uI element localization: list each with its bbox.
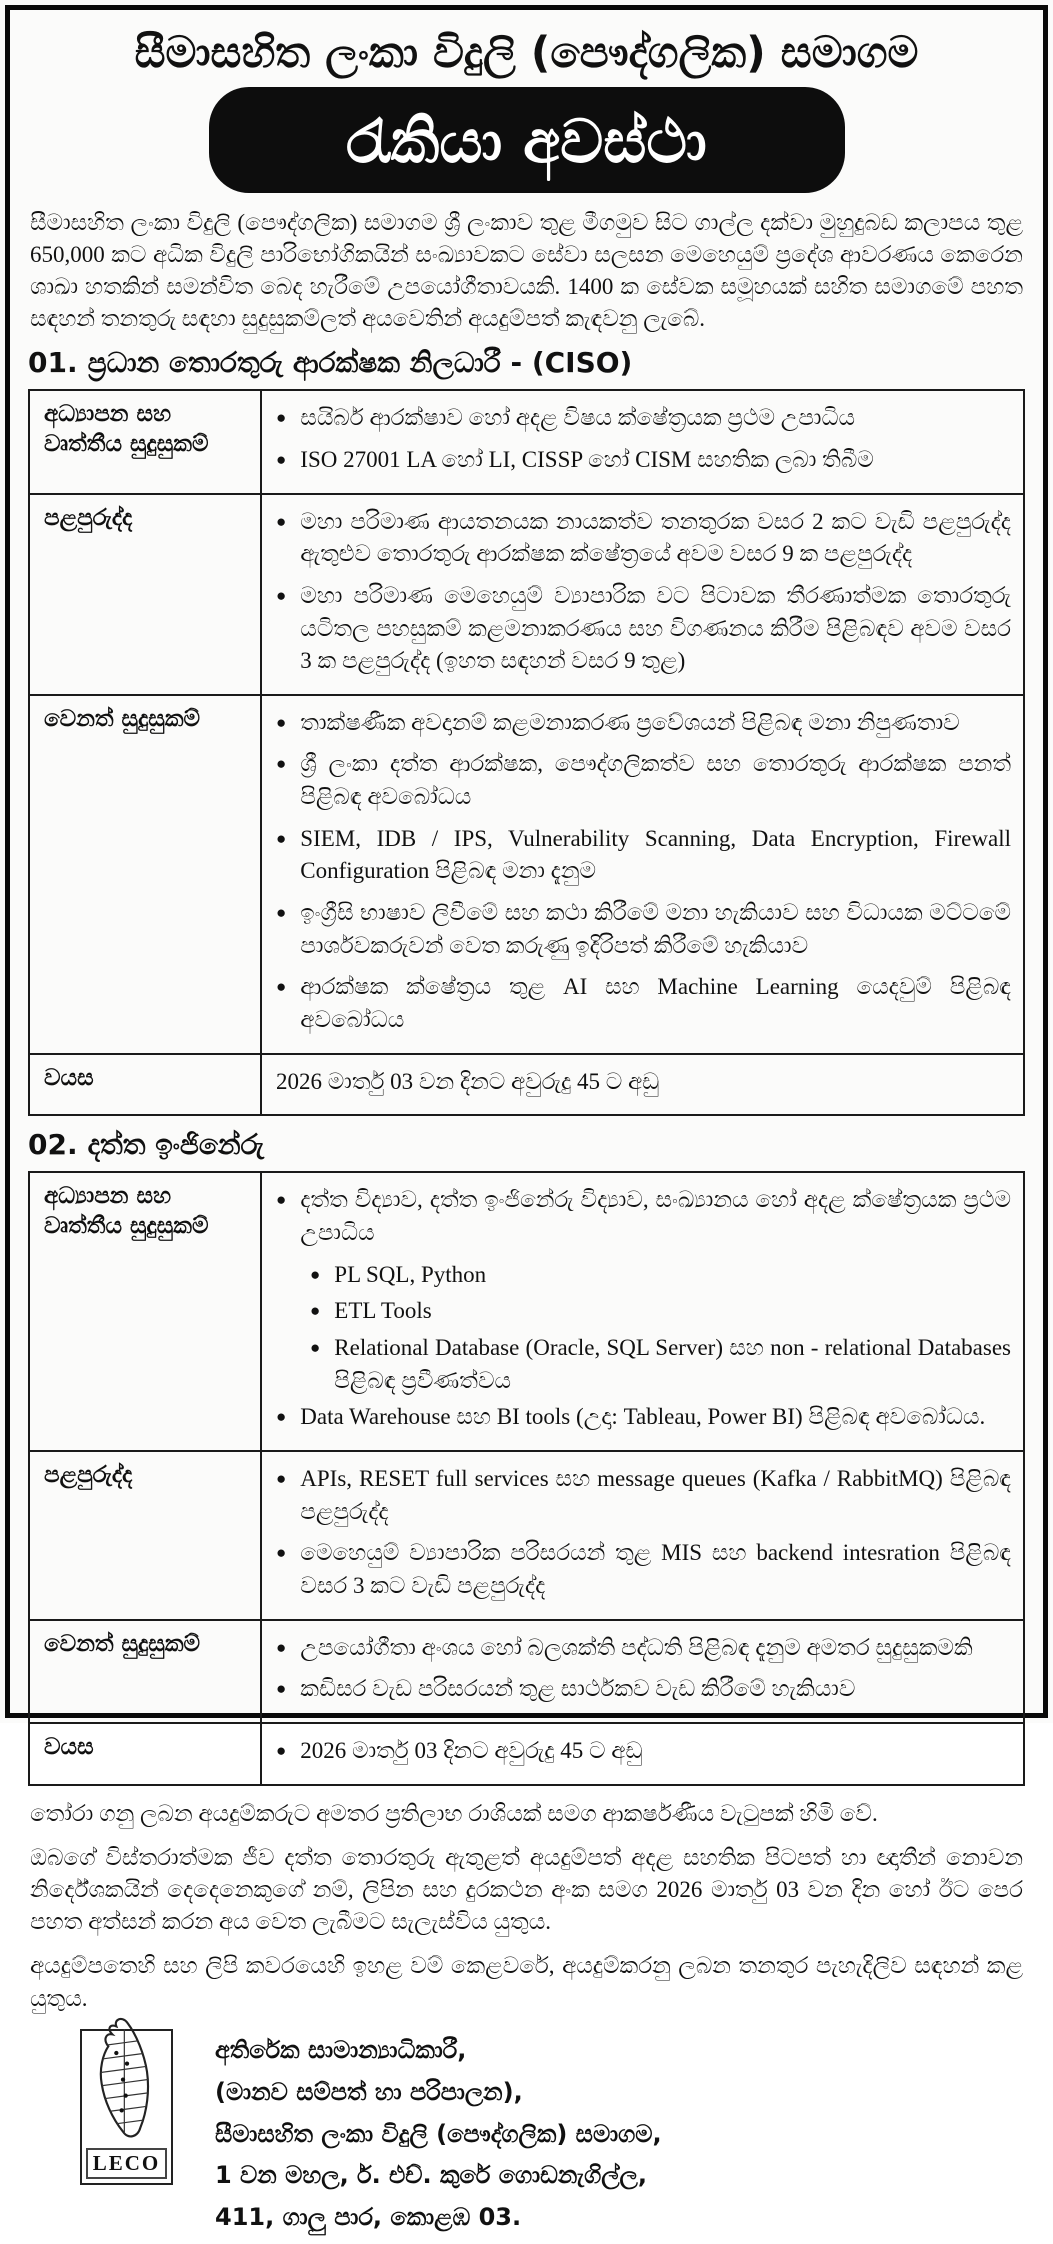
row-label: වයස xyxy=(29,1054,261,1116)
address-line: 1 වන මහල, ර්. එච්. කුරේ ගොඩනැගිල්ල, xyxy=(215,2161,647,2190)
bullet-item xyxy=(276,1735,1011,1768)
table-row xyxy=(29,1451,1024,1620)
job-section xyxy=(28,1128,1025,1785)
row-content xyxy=(261,1451,1024,1620)
bullet-icon: ● xyxy=(276,1468,287,1488)
bullet-icon: ● xyxy=(276,1190,287,1210)
sub-bullet-text: ETL Tools xyxy=(334,1298,432,1324)
sub-bullet-item xyxy=(310,1259,1011,1292)
bullet-icon: ● xyxy=(276,408,287,428)
address-line: අතිරේක සාමාන්‍යාධිකාරී, xyxy=(215,2035,467,2064)
bullet-text: APIs, RESET full services සහ message queues (Kafka / RabbitMQ) පිළිබඳ පළපුරුද්ද xyxy=(300,1465,1011,1524)
table-row xyxy=(29,1172,1024,1451)
address-line: සීමාසහිත ලංකා විදුලි (පෞද්ගලික) සමාගම, xyxy=(215,2119,662,2148)
bullet-item xyxy=(276,402,1011,435)
bullet-icon: ● xyxy=(276,1637,287,1657)
table-row xyxy=(29,1620,1024,1723)
bullet-text: මහා පරිමාණ ආයතනයක නායකත්ව තනතුරක වසර 2 කට වැඩි පළපුරුද්ද ඇතුළුව තොරතුරු ආරක්ෂක ක්ෂේත්‍රයේ අවම වසර 9 ක පළපුරුද්ද xyxy=(300,508,1011,567)
row-content xyxy=(261,390,1024,493)
job-number: 01. xyxy=(28,346,78,380)
sub-bullet-item xyxy=(310,1332,1011,1397)
bullet-item xyxy=(276,1184,1011,1249)
bullet-icon: ● xyxy=(276,903,287,923)
envelope-note: අයදුම්පතෙහි සහ ලිපි කවරයෙහි ඉහළ වම් කෙළවරේ, අයදුම්කරනු ලබන තනතුර පැහැදිලිව සඳහන් කළ යුතුය. xyxy=(30,1953,1023,2011)
company-title: සීමාසහිත ලංකා විදුලි (පෞද්ගලික) සමාගම xyxy=(134,28,919,78)
bullet-text: කඩිසර වැඩ පරිසරයන් තුළ සාර්ථකව වැඩ කිරීමේ හැකියාව xyxy=(300,1676,856,1702)
bullet-item xyxy=(276,1537,1011,1602)
bullet-icon: ● xyxy=(276,585,287,605)
page-border-frame xyxy=(5,5,1048,2232)
bullet-text: SIEM, IDB / IPS, Vulnerability Scanning, Data Encryption, Firewall Configuration පිළිබඳ මනා දැනුම xyxy=(300,825,1011,884)
sri-lanka-map-icon xyxy=(87,2013,167,2146)
row-label: වෙනත් සුදුසුකම් xyxy=(29,1620,261,1723)
bullet-text: දත්ත විද්‍යාව, දත්ත ඉංජිනේරු විද්‍යාව, සංඛ්‍යානය හෝ අදළ ක්ෂේත්‍රයක ප්‍රථම උපාධිය xyxy=(300,1187,1011,1246)
benefits-note: තෝරා ගනු ලබන අයදුම්කරුට අමතර ප්‍රතිලාභ රාශියක් සමග ආකර්ෂණීය වැටුපක් හිමි වේ. xyxy=(30,1800,878,1826)
sub-bullet-text: PL SQL, Python xyxy=(334,1261,487,1287)
table-row xyxy=(29,695,1024,1054)
row-label: වයස xyxy=(29,1723,261,1785)
row-label: වෙනත් සුදුසුකම් xyxy=(29,695,261,1054)
table-row xyxy=(29,1054,1024,1116)
row-content xyxy=(261,1054,1024,1116)
job-section xyxy=(28,346,1025,1116)
bullet-icon: ● xyxy=(276,977,287,997)
bullet-icon: ● xyxy=(276,1740,287,1760)
leco-logo xyxy=(80,2029,173,2185)
row-label: අධ්‍යාපන සහ වෘත්තීය සුදුසුකම් xyxy=(29,1172,261,1451)
sub-bullet-item xyxy=(310,1295,1011,1328)
row-content xyxy=(261,1620,1024,1723)
bullet-icon: ● xyxy=(276,449,287,469)
bullet-icon: ● xyxy=(276,828,287,848)
job-title: දත්ත ඉංජිනේරු xyxy=(87,1128,265,1162)
bullet-item xyxy=(276,1673,1011,1706)
bullet-icon: ● xyxy=(276,1543,287,1563)
bullet-text: 2026 මාර්තු 03 වන දිනට අවුරුදු 45 ට අඩු xyxy=(276,1068,660,1094)
bullet-text: ශ්‍රී ලංකා දත්ත ආරක්ෂක, පෞද්ගලිකත්ව සහ තොරතුරු ආරක්ෂක පනත් පිළිබඳ අවබෝධය xyxy=(300,751,1011,810)
bullet-icon: ● xyxy=(276,511,287,531)
intro-paragraph: සීමාසහිත ලංකා විදුලි (පෞද්ගලික) සමාගම ශ්‍රී ලංකාව තුළ මීගමුව සිට ගාල්ල දක්වා මුහුදුබඩ කලාපය තුළ 650,000 කට අධික විදුලි පාරිභෝගිකයින් සංඛ්‍යාවකට සේවා සලසන මෙහෙයුම් ප්‍රදේශ ආවරණය කෙරෙන ශාඛා හතකින් සමන්විත බෙද හැරීමේ උපයෝගීතාවයකි. 1400 ක සේවක සමූහයක් සහිත සමාගමේ පහත සඳහන් තනතුරු සඳහා සුදුසුකම්ලත් අයවෙතින් අයදුම්පත් කැඳවනු ලැබේ. xyxy=(30,210,1023,331)
job-details-table xyxy=(28,389,1025,1116)
postal-address xyxy=(215,2029,662,2244)
address-line: (මානව සම්පත් හා පරිපාලන), xyxy=(215,2077,523,2106)
bullet-item xyxy=(276,897,1011,962)
bullet-text: Data Warehouse සහ BI tools (උදා: Tableau, Power BI) පිළිබඳ අවබෝධය. xyxy=(300,1404,986,1430)
bullet-icon: ● xyxy=(276,754,287,774)
bullet-text: ආරක්ෂක ක්ෂේත්‍රය තුළ AI සහ Machine Learning යෙදවුම් පිළිබඳ අවබෝධය xyxy=(300,974,1011,1033)
leco-logo-text: LECO xyxy=(86,2148,168,2178)
row-content xyxy=(261,494,1024,695)
bullet-item xyxy=(276,823,1011,888)
bullet-item xyxy=(276,580,1011,678)
bullet-text: ISO 27001 LA හෝ LI, CISSP හෝ CISM සහතික ලබා තිබීම xyxy=(300,446,874,472)
bullet-item xyxy=(276,1401,1011,1434)
job-heading xyxy=(28,1128,1025,1162)
jobs-container xyxy=(28,346,1025,1785)
bullet-icon: ● xyxy=(310,1301,321,1321)
address-line: 411, ගාලු පාර, කොළඹ 03. xyxy=(215,2203,522,2232)
bullet-text: සයිබර් ආරක්ෂාව හෝ අදළ විෂය ක්ෂේත්‍රයක ප්‍රථම උපාධිය xyxy=(300,405,856,431)
bullet-icon: ● xyxy=(310,1338,321,1358)
banner-title: රැකියා අවස්ථා xyxy=(346,107,707,178)
bullet-icon: ● xyxy=(310,1264,321,1284)
row-content xyxy=(261,1723,1024,1785)
vacancies-banner xyxy=(209,87,845,193)
bullet-text: මෙහෙයුම් ව්‍යාපාරික පරිසරයන් තුළ MIS සහ backend intesration පිළිබඳ වසර 3 කට වැඩි පළපුරුද්ද xyxy=(300,1540,1011,1598)
bullet-item xyxy=(276,748,1011,813)
row-label: පළපුරුද්ද xyxy=(29,494,261,695)
application-instructions-note: ඔබගේ විස්තරාත්මක ජීව දත්ත තොරතුරු ඇතුළත් අයදුම්පත් අදළ සහතික පිටපත් හා ඥාතීන් නොවන නිර්දේශකයින් දෙදෙනෙකුගේ නම්, ලිපින සහ දුරකථන අංක සමග 2026 මාර්තු 03 වන දින හෝ ඊට පෙර පහත අත්සන් කරන අය වෙත ලැබීමට සැලැස්විය යුතුය. xyxy=(30,1844,1023,1935)
bullet-icon: ● xyxy=(276,1679,287,1699)
job-details-table xyxy=(28,1171,1025,1785)
bullet-item xyxy=(276,444,1011,477)
row-content xyxy=(261,1172,1024,1451)
row-content xyxy=(261,695,1024,1054)
bullet-icon: ● xyxy=(276,712,287,732)
job-number: 02. xyxy=(28,1128,78,1162)
bullet-item xyxy=(276,506,1011,571)
row-label: අධ්‍යාපන සහ වෘත්තීය සුදුසුකම් xyxy=(29,390,261,493)
table-row xyxy=(29,1723,1024,1785)
bullet-item xyxy=(276,971,1011,1036)
bullet-item xyxy=(276,1463,1011,1528)
table-row xyxy=(29,390,1024,493)
bullet-text: 2026 මාර්තු 03 දිනට අවුරුදු 45 ට අඩු xyxy=(300,1737,643,1763)
bullet-item xyxy=(276,707,1011,740)
job-heading xyxy=(28,346,1025,380)
sub-bullet-text: Relational Database (Oracle, SQL Server) සහ non - relational Databases පිළිබඳ ප්‍රවීණත්වය xyxy=(334,1335,1011,1393)
bullet-text: මහා පරිමාණ මෙහෙයුම් ව්‍යාපාරික වට පිටාවක තීරණාත්මක තොරතුරු යටිතල පහසුකම් කළමනාකරණය සහ විගණනය කිරීම පිළිබඳව අවම වසර 3 ක පළපුරුද්ද (ඉහත සඳහන් වසර 9 තුළ) xyxy=(300,582,1011,674)
bullet-item xyxy=(276,1632,1011,1665)
bullet-text: ඉංග්‍රීසි භාෂාව ලිවීමේ සහ කථා කිරීමේ මනා හැකියාව සහ විධායක මට්ටමේ පාර්ශවකරුවන් වෙත කරුණු ඉදිරිපත් කිරීමේ හැකියාව xyxy=(300,900,1011,958)
bullet-icon: ● xyxy=(276,1407,287,1427)
row-label: පළපුරුද්ද xyxy=(29,1451,261,1620)
table-row xyxy=(29,494,1024,695)
footer-contact-block xyxy=(80,2029,1025,2244)
bullet-item xyxy=(276,1066,1011,1099)
job-title: ප්‍රධාන තොරතුරු ආරක්ෂක නිලධාරී - (CISO) xyxy=(87,346,633,380)
bullet-text: උපයෝගීතා අංශය හෝ බලශක්ති පද්ධති පිළිබඳ දැනුම අමතර සුදුසුකමකි xyxy=(300,1634,973,1660)
bullet-text: තාක්ෂණීක අවදානම් කළමනාකරණ ප්‍රවේශයන් පිළිබඳ මනා නිපුණතාව xyxy=(300,709,960,735)
